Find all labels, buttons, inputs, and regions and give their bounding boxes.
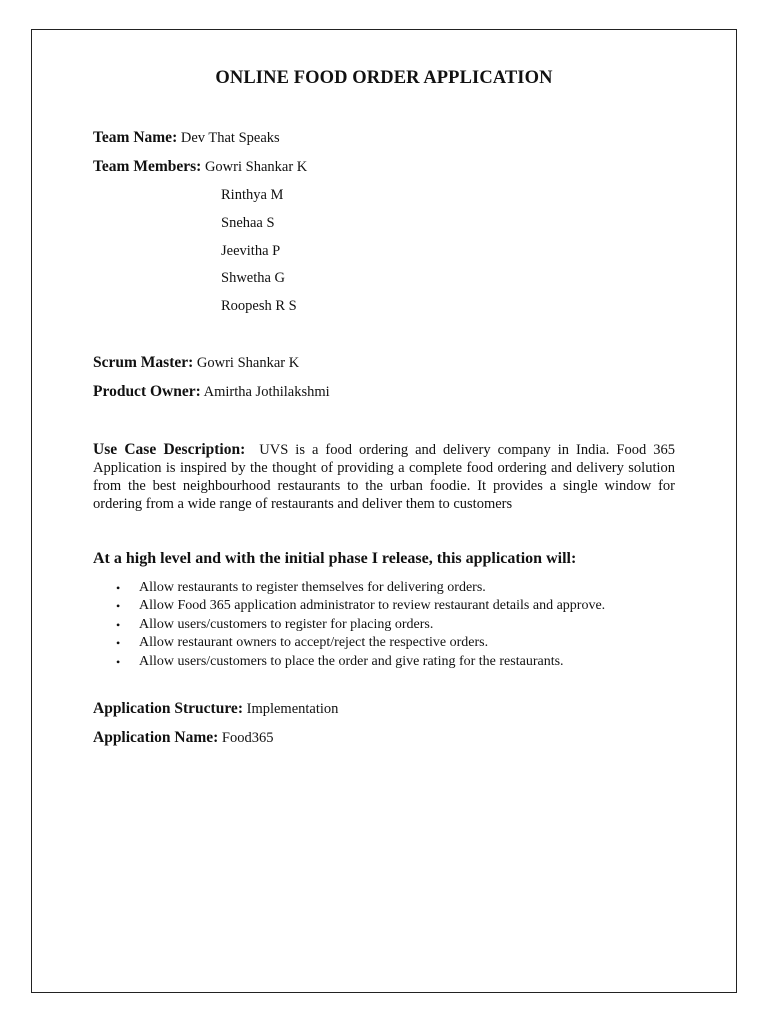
application-name-value: Food365 <box>221 730 274 746</box>
team-member: Shwetha G <box>221 270 286 286</box>
list-item-text: Allow restaurants to register themselves for delivering orders. <box>139 580 486 595</box>
list-item-text: Allow Food 365 application administrator to review restaurant details and approve. <box>139 598 606 614</box>
list-item-text: Allow users/customers to place the order and give rating for the restaurants. <box>139 653 564 669</box>
scrum-master-value: Gowri Shankar K <box>196 355 300 371</box>
team-name-label: Team Name: <box>93 129 178 146</box>
team-members-label: Team Members: <box>93 158 202 175</box>
product-owner-value: Amirtha Jothilakshmi <box>203 384 330 400</box>
document-title: ONLINE FOOD ORDER APPLICATION <box>215 68 553 88</box>
product-owner-line <box>93 383 330 401</box>
list-item <box>93 616 605 634</box>
team-member: Rinthya M <box>221 187 284 203</box>
scrum-master-label: Scrum Master: <box>93 354 194 371</box>
team-name-line <box>93 129 280 147</box>
list-item-text: Allow users/customers to register for placing orders. <box>139 616 434 632</box>
use-case-description <box>93 441 675 513</box>
application-name-line <box>93 729 274 747</box>
team-member: Jeevitha P <box>221 243 281 259</box>
team-member: Gowri Shankar K <box>204 159 308 175</box>
team-name-value: Dev That Speaks <box>180 130 280 146</box>
feature-list <box>93 579 605 671</box>
bullet-icon: • <box>116 599 121 614</box>
list-item <box>93 634 605 652</box>
high-level-heading: At a high level and with the initial phase I release, this application will: <box>93 550 577 567</box>
application-structure-value: Implementation <box>246 701 339 717</box>
team-members-line <box>93 158 307 176</box>
use-case-label: Use Case Description: <box>93 441 246 458</box>
bullet-icon: • <box>116 636 121 651</box>
bullet-icon: • <box>116 654 121 669</box>
team-member: Roopesh R S <box>221 298 297 314</box>
use-case-text: UVS is a food ordering and delivery company in India. Food 365 Application is inspired by the thought of providing a complete food ordering and delivery solution from the best neighbourhood restaurants to the urban foodie. It provides a single window for ordering from a wide range of restaurants and deliver them to customers <box>93 442 675 512</box>
list-item <box>93 597 605 615</box>
team-member: Snehaa S <box>221 215 275 231</box>
product-owner-label: Product Owner: <box>93 383 201 400</box>
application-structure-label: Application Structure: <box>93 700 243 717</box>
bullet-icon: • <box>116 617 121 632</box>
application-structure-line <box>93 700 338 718</box>
list-item <box>93 579 605 597</box>
list-item <box>93 653 605 671</box>
application-name-label: Application Name: <box>93 729 219 746</box>
list-item-text: Allow restaurant owners to accept/reject the respective orders. <box>139 635 489 651</box>
bullet-icon: • <box>116 581 121 595</box>
scrum-master-line <box>93 354 299 372</box>
